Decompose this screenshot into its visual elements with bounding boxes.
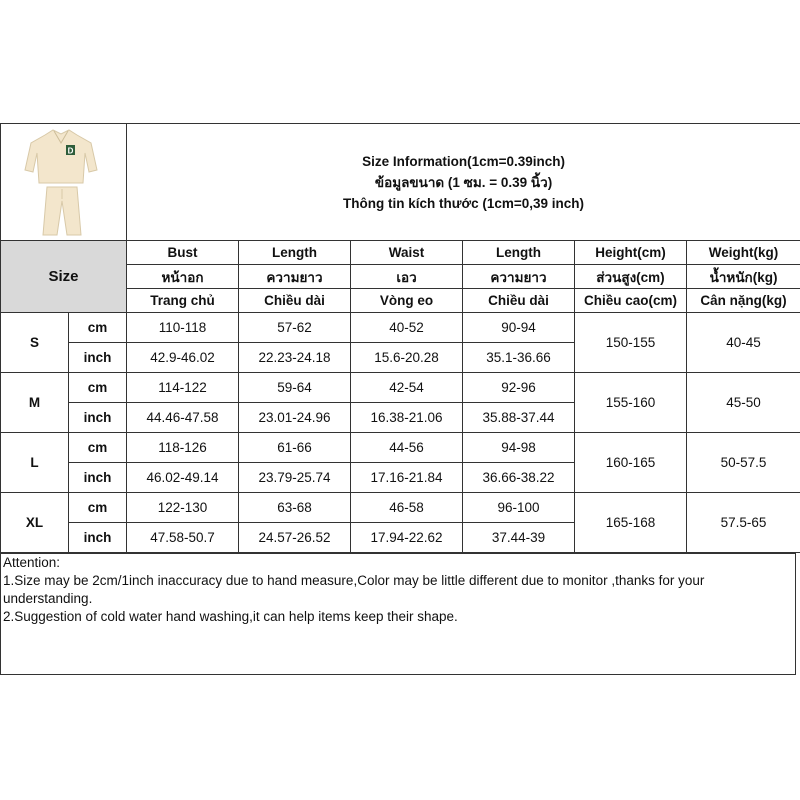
col-waist-vi: Vòng eo	[351, 289, 463, 313]
table-cell: 24.57-26.52	[239, 523, 351, 553]
product-image-cell	[1, 124, 127, 241]
height-cell: 165-168	[575, 493, 687, 553]
table-cell: 46.02-49.14	[127, 463, 239, 493]
table-cell: 90-94	[463, 313, 575, 343]
table-cell: 15.6-20.28	[351, 343, 463, 373]
title-vietnamese: Thông tin kích thước (1cm=0,39 inch)	[343, 195, 585, 211]
table-cell: 94-98	[463, 433, 575, 463]
col-weight-en: Weight(kg)	[687, 241, 800, 265]
col-length2-en: Length	[463, 241, 575, 265]
table-cell: 35.1-36.66	[463, 343, 575, 373]
title-english: Size Information(1cm=0.39inch)	[362, 153, 565, 169]
title-thai: ข้อมูลขนาด (1 ซม. = 0.39 นิ้ว)	[374, 174, 553, 190]
table-cell: 22.23-24.18	[239, 343, 351, 373]
attention-heading: Attention:	[3, 555, 61, 570]
table-cell: 57-62	[239, 313, 351, 343]
col-waist-th: เอว	[351, 265, 463, 289]
size-header: Size	[1, 241, 127, 313]
unit-cm: cm	[69, 493, 127, 523]
col-waist-en: Waist	[351, 241, 463, 265]
col-weight-vi: Cân nặng(kg)	[687, 289, 800, 313]
unit-inch: inch	[69, 343, 127, 373]
tracksuit-image	[1, 125, 127, 239]
table-cell: 122-130	[127, 493, 239, 523]
table-cell: 92-96	[463, 373, 575, 403]
col-length2-th: ความยาว	[463, 265, 575, 289]
col-bust-en: Bust	[127, 241, 239, 265]
table-cell: 23.79-25.74	[239, 463, 351, 493]
weight-cell: 45-50	[687, 373, 800, 433]
table-cell: 37.44-39	[463, 523, 575, 553]
height-cell: 150-155	[575, 313, 687, 373]
table-cell: 44-56	[351, 433, 463, 463]
table-cell: 23.01-24.96	[239, 403, 351, 433]
table-cell: 17.16-21.84	[351, 463, 463, 493]
table-cell: 61-66	[239, 433, 351, 463]
title-cell	[127, 124, 800, 241]
unit-cm: cm	[69, 433, 127, 463]
col-weight-th: น้ำหนัก(kg)	[687, 265, 800, 289]
table-cell: 63-68	[239, 493, 351, 523]
table-cell: 42-54	[351, 373, 463, 403]
unit-inch: inch	[69, 403, 127, 433]
unit-inch: inch	[69, 463, 127, 493]
table-cell: 110-118	[127, 313, 239, 343]
attention-line-2: 2.Suggestion of cold water hand washing,it can help items keep their shape.	[3, 609, 458, 624]
table-cell: 40-52	[351, 313, 463, 343]
height-cell: 155-160	[575, 373, 687, 433]
col-length-en: Length	[239, 241, 351, 265]
height-cell: 160-165	[575, 433, 687, 493]
unit-inch: inch	[69, 523, 127, 553]
attention-note	[0, 553, 796, 675]
table-cell: 47.58-50.7	[127, 523, 239, 553]
unit-cm: cm	[69, 313, 127, 343]
table-cell: 16.38-21.06	[351, 403, 463, 433]
size-label-s: S	[1, 313, 69, 373]
col-length-th: ความยาว	[239, 265, 351, 289]
size-chart-table	[0, 123, 800, 553]
table-cell: 114-122	[127, 373, 239, 403]
size-label-m: M	[1, 373, 69, 433]
col-length-vi: Chiều dài	[239, 289, 351, 313]
weight-cell: 57.5-65	[687, 493, 800, 553]
svg-text:D: D	[67, 146, 74, 156]
size-label-l: L	[1, 433, 69, 493]
col-height-th: ส่วนสูง(cm)	[575, 265, 687, 289]
weight-cell: 50-57.5	[687, 433, 800, 493]
table-cell: 42.9-46.02	[127, 343, 239, 373]
table-cell: 35.88-37.44	[463, 403, 575, 433]
table-cell: 44.46-47.58	[127, 403, 239, 433]
table-cell: 59-64	[239, 373, 351, 403]
table-cell: 118-126	[127, 433, 239, 463]
table-cell: 46-58	[351, 493, 463, 523]
weight-cell: 40-45	[687, 313, 800, 373]
col-height-en: Height(cm)	[575, 241, 687, 265]
product-image	[1, 125, 126, 239]
col-bust-th: หน้าอก	[127, 265, 239, 289]
table-cell: 96-100	[463, 493, 575, 523]
unit-cm: cm	[69, 373, 127, 403]
col-bust-vi: Trang chủ	[127, 289, 239, 313]
table-cell: 36.66-38.22	[463, 463, 575, 493]
table-cell: 17.94-22.62	[351, 523, 463, 553]
col-height-vi: Chiều cao(cm)	[575, 289, 687, 313]
size-label-xl: XL	[1, 493, 69, 553]
attention-line-1: 1.Size may be 2cm/1inch inaccuracy due to hand measure,Color may be little different due to monitor ,thanks for your understanding.	[3, 573, 705, 606]
col-length2-vi: Chiều dài	[463, 289, 575, 313]
